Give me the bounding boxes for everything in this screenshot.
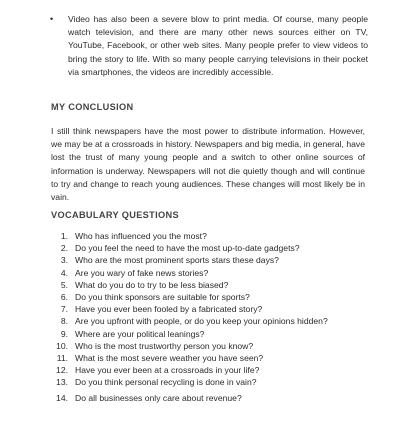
question-number: 4.	[60, 267, 68, 278]
question-text: Do you think personal recycling is done in vain?	[75, 377, 257, 388]
question-item	[51, 376, 371, 388]
bullet-paragraph: Video has also been a severe blow to print media. Of course, many people watch television, and there are many other news sources either on TV, YouTube, Facebook, or other web sites. Many people prefer to view videos to bring the story to life. With so many people carrying televisions in their pocket via smartphones, the videos are incredibly accessible.	[68, 14, 368, 77]
question-number: 9.	[60, 328, 68, 339]
question-text: Where are your political leanings?	[75, 328, 205, 339]
conclusion-paragraph: I still think newspapers have the most power to distribute information. However, we may be at a crossroads in history. Newspapers and big media, in general, have lost the trust of many young people and a switch to other online sources of information is underway. Newspapers will not die quietly though and will continue to try and change to reach young audiences. These changes will most likely be in vain.	[51, 126, 365, 203]
question-item	[51, 392, 371, 404]
question-text: Do you think sponsors are suitable for sports?	[75, 291, 250, 302]
question-text: Are you upfront with people, or do you keep your opinions hidden?	[75, 316, 328, 327]
question-text: Have you ever been fooled by a fabricated story?	[75, 304, 263, 315]
question-item	[51, 328, 371, 340]
question-number: 8.	[60, 316, 68, 327]
question-text: Who are the most prominent sports stars these days?	[75, 255, 279, 266]
question-text: Do you feel the need to have the most up-to-date gadgets?	[75, 243, 300, 254]
question-number: 13.	[56, 377, 68, 388]
question-item	[51, 352, 371, 364]
question-number: 12.	[56, 365, 68, 376]
video-bullet-item	[50, 13, 368, 79]
question-number: 5.	[60, 279, 68, 290]
question-number: 6.	[60, 291, 68, 302]
vocabulary-question-list	[51, 230, 371, 405]
question-number: 7.	[60, 304, 68, 315]
question-number: 10.	[56, 340, 68, 351]
question-item	[51, 364, 371, 376]
question-text: What is the most severe weather you have seen?	[75, 352, 264, 363]
question-item	[51, 254, 371, 266]
bullet-marker: •	[50, 14, 54, 24]
question-number: 14.	[56, 393, 68, 404]
question-item	[51, 230, 371, 242]
question-text: Do all businesses only care about revenue?	[75, 393, 242, 404]
question-item	[51, 340, 371, 352]
conclusion-heading: MY CONCLUSION	[51, 102, 134, 112]
question-item	[51, 303, 371, 315]
question-text: Are you wary of fake news stories?	[75, 267, 209, 278]
question-number: 1.	[60, 231, 68, 241]
question-item	[51, 291, 371, 303]
question-text: Who is the most trustworthy person you know?	[75, 340, 254, 351]
question-text: Have you ever been at a crossroads in your life?	[75, 365, 260, 376]
question-item	[51, 267, 371, 279]
question-item	[51, 315, 371, 327]
question-number: 11.	[56, 352, 68, 363]
question-text: What do you do to try to be less biased?	[75, 279, 229, 290]
question-text: Who has influenced you the most?	[75, 231, 207, 241]
vocabulary-heading: VOCABULARY QUESTIONS	[51, 210, 179, 220]
question-number: 3.	[60, 255, 68, 266]
question-item	[51, 242, 371, 254]
question-item	[51, 279, 371, 291]
question-number: 2.	[60, 243, 68, 254]
